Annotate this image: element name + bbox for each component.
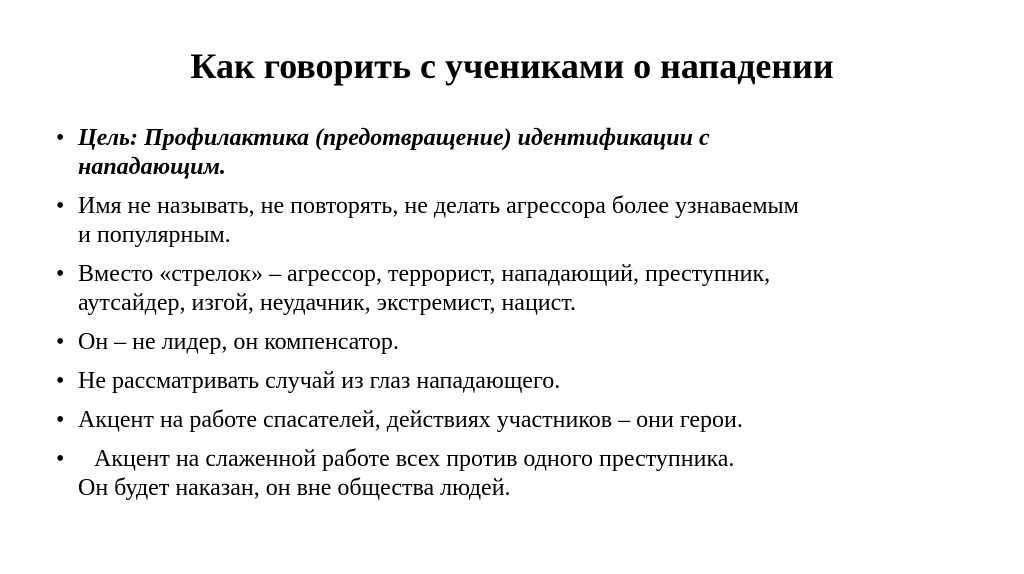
slide-title: Как говорить с учениками о нападении: [190, 46, 834, 86]
bullet-line: Имя не называть, не повторять, не делать агрессора более узнаваемым: [78, 193, 799, 219]
bullet-line: Вместо «стрелок» – агрессор, террорист, нападающий, преступник,: [78, 261, 771, 287]
bullet-dot-icon: •: [56, 193, 65, 219]
bullet-dot-icon: •: [56, 329, 65, 355]
bullet-dot-icon: •: [56, 446, 65, 472]
bullet-line: Акцент на работе спасателей, действиях участников – они герои.: [78, 407, 743, 433]
bullet-list: [56, 124, 976, 513]
bullet-item-name: [56, 192, 976, 250]
bullet-line: аутсайдер, изгой, неудачник, экстремист, нацист.: [78, 290, 576, 316]
bullet-item-rescuers: [56, 406, 976, 435]
bullet-line: Он будет наказан, он вне общества людей.: [78, 475, 511, 501]
bullet-line: нападающим.: [78, 154, 226, 180]
bullet-line: Акцент на слаженной работе всех против одного преступника.: [94, 446, 735, 472]
bullet-line: Цель: Профилактика (предотвращение) идентификации с: [78, 125, 710, 151]
bullet-item-instead: [56, 260, 976, 318]
bullet-item-perspective: [56, 367, 976, 396]
bullet-dot-icon: •: [56, 261, 65, 287]
bullet-item-goal: [56, 124, 976, 182]
bullet-dot-icon: •: [56, 125, 65, 151]
bullet-dot-icon: •: [56, 407, 65, 433]
bullet-item-teamwork: [56, 445, 976, 503]
bullet-line: и популярным.: [78, 222, 231, 248]
bullet-item-leader: [56, 328, 976, 357]
bullet-line: Не рассматривать случай из глаз нападающего.: [78, 368, 561, 394]
bullet-line: Он – не лидер, он компенсатор.: [78, 329, 399, 355]
bullet-dot-icon: •: [56, 368, 65, 394]
